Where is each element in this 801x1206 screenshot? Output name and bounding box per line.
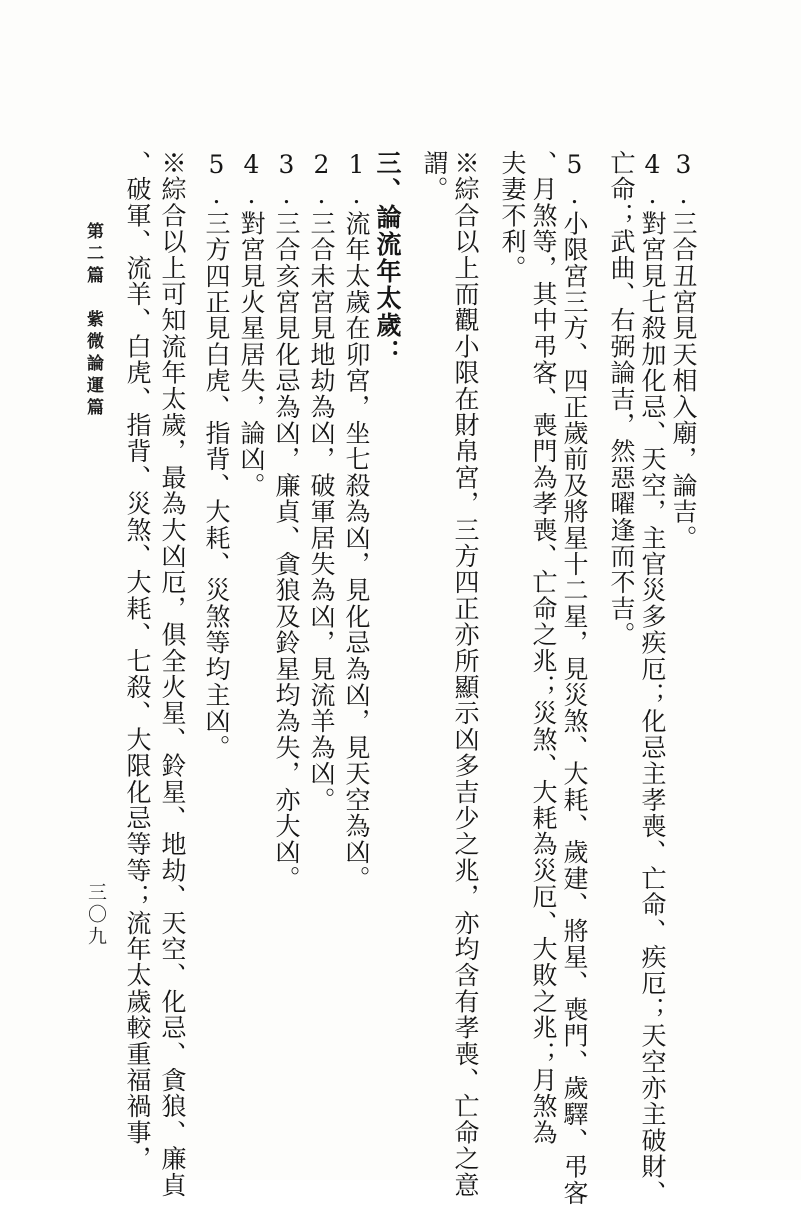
text-column: ※綜合以上可知流年太歲，最為大凶厄，俱全火星、鈴星、地劫、天空、化忌、貪狼、廉貞 bbox=[158, 150, 187, 1198]
text-column: 3.三合丑宮見天相入廟，論吉。 bbox=[669, 150, 698, 551]
text-column: 、破軍、流羊、白虎、指背、災煞、大耗、七殺、大限化忌等等；流年太歲較重福禍事， bbox=[123, 150, 152, 1172]
text-column: 1.流年太歲在卯宮，坐七殺為凶，見化忌為凶，見天空為凶。 bbox=[342, 150, 371, 892]
text-column: 5.小限宮三方、四正歲前及將星十二星，見災煞、大耗、歲建、將星、喪門、歲驛、弔客 bbox=[560, 150, 589, 1206]
text-column: 2.三合未宮見地劫為凶，破軍居失為凶，見流羊為凶。 bbox=[307, 150, 336, 813]
text-column: 、月煞等，其中弔客、喪門為孝喪、亡命之兆；災煞、大耗為災厄、大敗之兆；月煞為 bbox=[529, 150, 558, 1146]
text-column: 3.三合亥宮見化忌為凶，廉貞、貪狼及鈴星均為失，亦大凶。 bbox=[272, 150, 301, 892]
text-column: 4.對宮見七殺加化忌、天空，主官災多疾厄；化忌主孝喪、亡命、疾厄；天空亦主破財、 bbox=[638, 150, 667, 1206]
section-heading: 三、論流年太歲： bbox=[373, 150, 402, 366]
text-column: 亡命；武曲、右弼論吉，然惡曜逢而不吉。 bbox=[607, 150, 636, 648]
text-column: 謂。 bbox=[420, 150, 449, 203]
text-column: 夫妻不利。 bbox=[498, 150, 527, 281]
text-column: 4.對宮見火星居失，論凶。 bbox=[237, 150, 266, 499]
page-number: 三〇九 bbox=[85, 882, 107, 948]
chapter-title: 第二篇 紫微論運篇 bbox=[83, 222, 103, 420]
text-column: ※綜合以上而觀小限在財帛宮，三方四正亦所顯示凶多吉少之兆，亦均含有孝喪、亡命之意 bbox=[451, 150, 480, 1198]
text-column: 5.三方四正見白虎、指背、大耗、災煞等均主凶。 bbox=[202, 150, 231, 761]
